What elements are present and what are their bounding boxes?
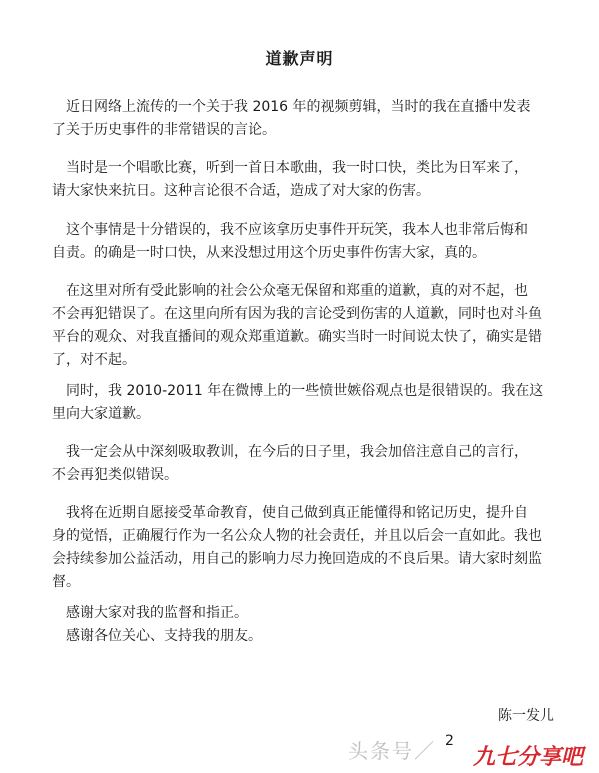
- paragraph-line: 不会再犯类似错误。: [52, 467, 178, 483]
- paragraph-5: [52, 380, 572, 426]
- paragraph-line: 当时是一个唱歌比赛，听到一首日本歌曲，我一时口快，类比为日军来了，: [52, 160, 528, 176]
- paragraph-line: 自责。的确是一时口快，从来没想过用这个历史事件伤害大家，真的。: [52, 245, 486, 261]
- date-partial: 2: [445, 733, 454, 749]
- paragraph-line: 平台的观众、对我直播间的观众郑重道歉。确实当时一时间说太快了，确实是错: [52, 329, 542, 345]
- paragraph-1: [52, 96, 572, 142]
- paragraph-line: 督。: [52, 574, 80, 590]
- paragraph-line: 同时，我 2010-2011 年在微博上的一些愤世嫉俗观点也是很错误的。我在这: [52, 383, 544, 399]
- paragraph-line: 身的觉悟，正确履行作为一名公众人物的社会责任，并且以后会一直如此。我也: [52, 528, 542, 544]
- watermark-text: 头条号／: [348, 739, 436, 763]
- paragraph-3: [52, 219, 572, 265]
- paragraph-7: [52, 502, 572, 594]
- paragraph-line: 我一定会从中深刻吸取教训，在今后的日子里，我会加倍注意自己的言行，: [52, 444, 528, 460]
- paragraph-line: 这个事情是十分错误的，我不应该拿历史事件开玩笑，我本人也非常后悔和: [52, 222, 528, 238]
- paragraph-line: 请大家快来抗日。这种言论很不合适，造成了对大家的伤害。: [52, 183, 430, 199]
- paragraph-line: 会持续参加公益活动，用自己的影响力尽力挽回造成的不良后果。请大家时刻监: [52, 551, 542, 567]
- signature: 陈一发儿: [498, 708, 554, 724]
- paragraph-line: 感谢各位关心、支持我的朋友。: [52, 628, 262, 644]
- paragraph-8: [52, 602, 572, 648]
- paragraph-line: 近日网络上流传的一个关于我 2016 年的视频剪辑，当时的我在直播中发表: [52, 99, 531, 115]
- paragraph-line: 在这里对所有受此影响的社会公众毫无保留和郑重的道歉，真的对不起，也: [52, 283, 528, 299]
- paragraph-line: 感谢大家对我的监督和指正。: [52, 605, 248, 621]
- watermark-logo-text: 九七分享吧: [472, 745, 584, 770]
- paragraph-line: 了关于历史事件的非常错误的言论。: [52, 122, 276, 138]
- paragraph-line: 了，对不起。: [52, 352, 136, 368]
- paragraph-line: 里向大家道歉。: [52, 406, 150, 422]
- paragraph-6: [52, 441, 572, 487]
- document-title: 道歉声明: [265, 49, 334, 68]
- watermark-logo: [463, 740, 593, 770]
- paragraph-line: 我将在近期自愿接受革命教育，使自己做到真正能懂得和铭记历史，提升自: [52, 505, 528, 521]
- paragraph-line: 不会再犯错误了。在这里向所有因为我的言论受到伤害的人道歉，同时也对斗鱼: [52, 306, 542, 322]
- paragraph-4: [52, 280, 572, 372]
- paragraph-2: [52, 157, 572, 203]
